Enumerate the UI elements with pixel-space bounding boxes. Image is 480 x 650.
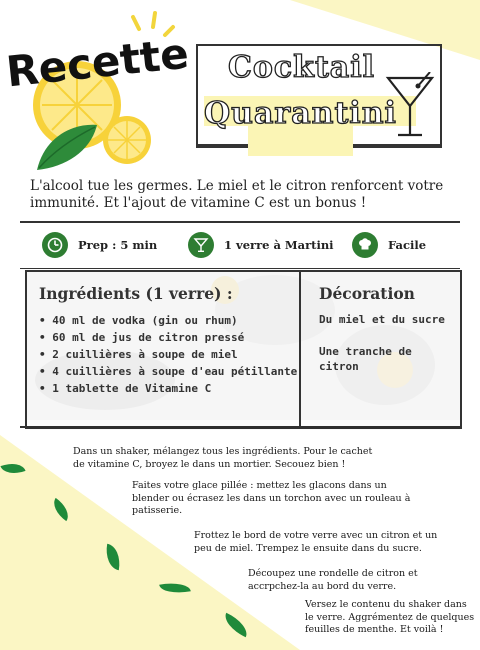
list-item: • 4 cuillières à soupe d'eau pétillante <box>39 365 298 378</box>
list-item: • 2 cuillières à soupe de miel <box>39 348 238 361</box>
info-difficulty-label: Facile <box>388 238 427 252</box>
decoration-item: Une tranche de citron <box>319 345 412 373</box>
step-1: Dans un shaker, mélangez tous les ingrédients. Pour le cachet de vitamine C, broyez le dans un mortier. Secouez bien ! <box>73 446 373 470</box>
decoration-card <box>299 270 462 429</box>
martini-glass-icon <box>188 232 214 258</box>
clock-icon <box>42 232 68 258</box>
info-glass-label: 1 verre à Martini <box>224 238 334 252</box>
info-row <box>0 232 480 262</box>
intro-text: L'alcool tue les germes. Le miel et le citron renforcent votre immunité. Et l'ajout de vitamine C est un bonus ! <box>30 178 444 211</box>
step-5: Versez le contenu du shaker dans le verre. Aggrémentez de quelques feuilles de menthe. Et voilà ! <box>305 599 475 635</box>
list-item: • 1 tablette de Vitamine C <box>39 382 212 395</box>
title-quarantini: Quarantini <box>204 96 397 131</box>
divider-info <box>20 268 460 269</box>
title-cocktail: Cocktail <box>228 50 376 85</box>
ingredients-title: Ingrédients (1 verre) : <box>39 284 233 303</box>
list-item: • 40 ml de vodka (gin ou rhum) <box>39 314 238 327</box>
info-prep <box>42 232 157 258</box>
martini-glass-icon <box>384 72 436 140</box>
divider-top <box>20 221 460 223</box>
divider-bottom <box>20 426 460 428</box>
info-glass <box>188 232 334 258</box>
step-2: Faites votre glace pillée : mettez les glacons dans un blender ou écrasez les dans un torchon avec un rouleau à patisserie. <box>132 480 411 516</box>
info-difficulty <box>352 232 426 258</box>
decoration-item: Du miel et du sucre <box>319 313 445 326</box>
ingredients-card <box>25 270 301 429</box>
list-item: • 60 ml de jus de citron pressé <box>39 331 245 344</box>
recette-heading: Recette <box>3 28 191 97</box>
decoration-title: Décoration <box>319 284 415 303</box>
chef-hat-icon <box>352 232 378 258</box>
step-4: Découpez une rondelle de citron et accrpchez-la au bord du verre. <box>248 568 418 592</box>
ingredients-list <box>39 312 297 397</box>
info-prep-label: Prep : 5 min <box>78 238 158 252</box>
step-3: Frottez le bord de votre verre avec un citron et un peu de miel. Trempez le ensuite dans du sucre. <box>194 530 438 554</box>
